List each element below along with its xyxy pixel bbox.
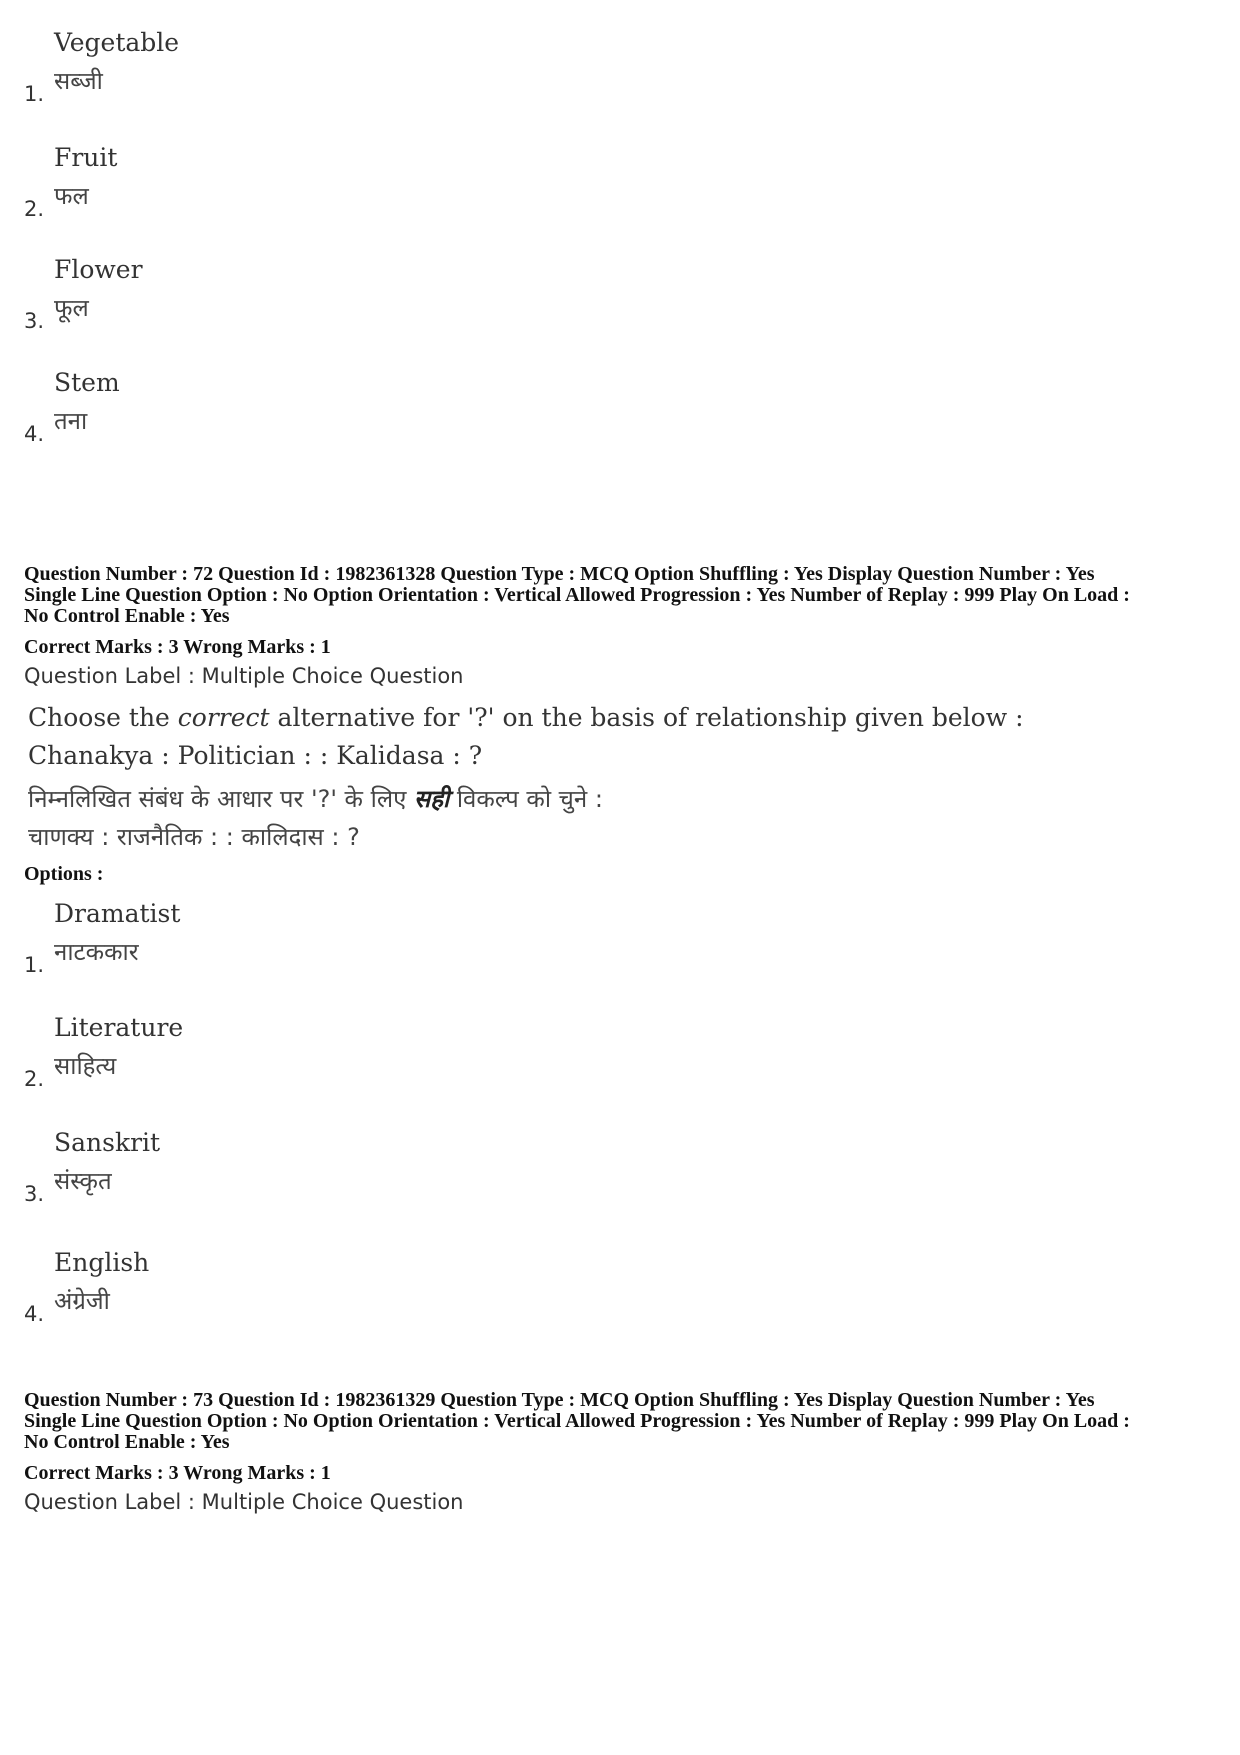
prev-option-3[interactable] xyxy=(24,255,624,335)
option-text-en: English xyxy=(54,1248,150,1277)
q72-option-1[interactable] xyxy=(24,899,624,979)
option-text-en: Fruit xyxy=(54,143,118,172)
question-72-marks: Correct Marks : 3 Wrong Marks : 1 xyxy=(24,636,331,658)
option-number: 4. xyxy=(24,1302,45,1326)
options-label: Options : xyxy=(24,863,104,885)
q72-option-4[interactable] xyxy=(24,1248,624,1328)
question-73-label: Question Label : Multiple Choice Question xyxy=(24,1490,464,1514)
option-text-hi: अंग्रेजी xyxy=(54,1287,110,1315)
meta-line: No Control Enable : Yes xyxy=(24,1431,230,1453)
meta-line: No Control Enable : Yes xyxy=(24,605,230,627)
emphasis-text: correct xyxy=(177,703,270,732)
text-segment: निम्नलिखित संबंध के आधार पर '?' के लिए xyxy=(28,785,415,813)
question-72-text-en-line1 xyxy=(28,703,1024,732)
question-72-text-en-line2: Chanakya : Politician : : Kalidasa : ? xyxy=(28,741,483,770)
option-text-hi: साहित्य xyxy=(54,1052,117,1080)
meta-line: Question Number : 73 Question Id : 1982361329 Question Type : MCQ Option Shuffling : Yes Display Question Number : Yes xyxy=(24,1389,1095,1411)
option-number: 1. xyxy=(24,953,45,977)
text-segment: विकल्प को चुने : xyxy=(449,785,603,813)
option-number: 4. xyxy=(24,422,45,446)
prev-option-4[interactable] xyxy=(24,368,624,448)
option-number: 2. xyxy=(24,197,45,221)
option-text-hi: तना xyxy=(54,407,88,435)
option-text-en: Dramatist xyxy=(54,899,181,928)
question-72-meta xyxy=(24,564,1214,627)
prev-option-2[interactable] xyxy=(24,143,624,223)
emphasis-text: सही xyxy=(414,785,450,813)
option-number: 3. xyxy=(24,1182,45,1206)
option-text-en: Stem xyxy=(54,368,120,397)
meta-line: Question Number : 72 Question Id : 1982361328 Question Type : MCQ Option Shuffling : Yes Display Question Number : Yes xyxy=(24,563,1095,585)
option-text-hi: सब्जी xyxy=(54,67,103,95)
option-text-en: Literature xyxy=(54,1013,184,1042)
question-72-label: Question Label : Multiple Choice Question xyxy=(24,664,464,688)
question-73-marks: Correct Marks : 3 Wrong Marks : 1 xyxy=(24,1462,331,1484)
meta-line: Single Line Question Option : No Option Orientation : Vertical Allowed Progression : Yes Number of Replay : 999 Play On Load : xyxy=(24,584,1130,606)
option-text-hi: संस्कृत xyxy=(54,1167,112,1195)
q72-option-3[interactable] xyxy=(24,1128,624,1208)
option-number: 1. xyxy=(24,82,45,106)
q72-option-2[interactable] xyxy=(24,1013,624,1093)
text-segment: Choose the xyxy=(28,703,178,732)
question-72-text-hi-line2: चाणक्य : राजनैतिक : : कालिदास : ? xyxy=(28,823,360,851)
option-text-en: Sanskrit xyxy=(54,1128,161,1157)
option-text-en: Flower xyxy=(54,255,143,284)
option-text-en: Vegetable xyxy=(54,28,180,57)
meta-line: Single Line Question Option : No Option Orientation : Vertical Allowed Progression : Yes Number of Replay : 999 Play On Load : xyxy=(24,1410,1130,1432)
text-segment: alternative for '?' on the basis of relationship given below : xyxy=(269,703,1024,732)
question-73-meta xyxy=(24,1390,1214,1453)
option-text-hi: नाटककार xyxy=(54,938,139,966)
option-text-hi: फल xyxy=(54,182,89,210)
option-number: 3. xyxy=(24,309,45,333)
prev-option-1[interactable] xyxy=(24,28,624,108)
option-number: 2. xyxy=(24,1067,45,1091)
option-text-hi: फूल xyxy=(54,294,89,322)
question-72-text-hi-line1 xyxy=(28,782,603,815)
